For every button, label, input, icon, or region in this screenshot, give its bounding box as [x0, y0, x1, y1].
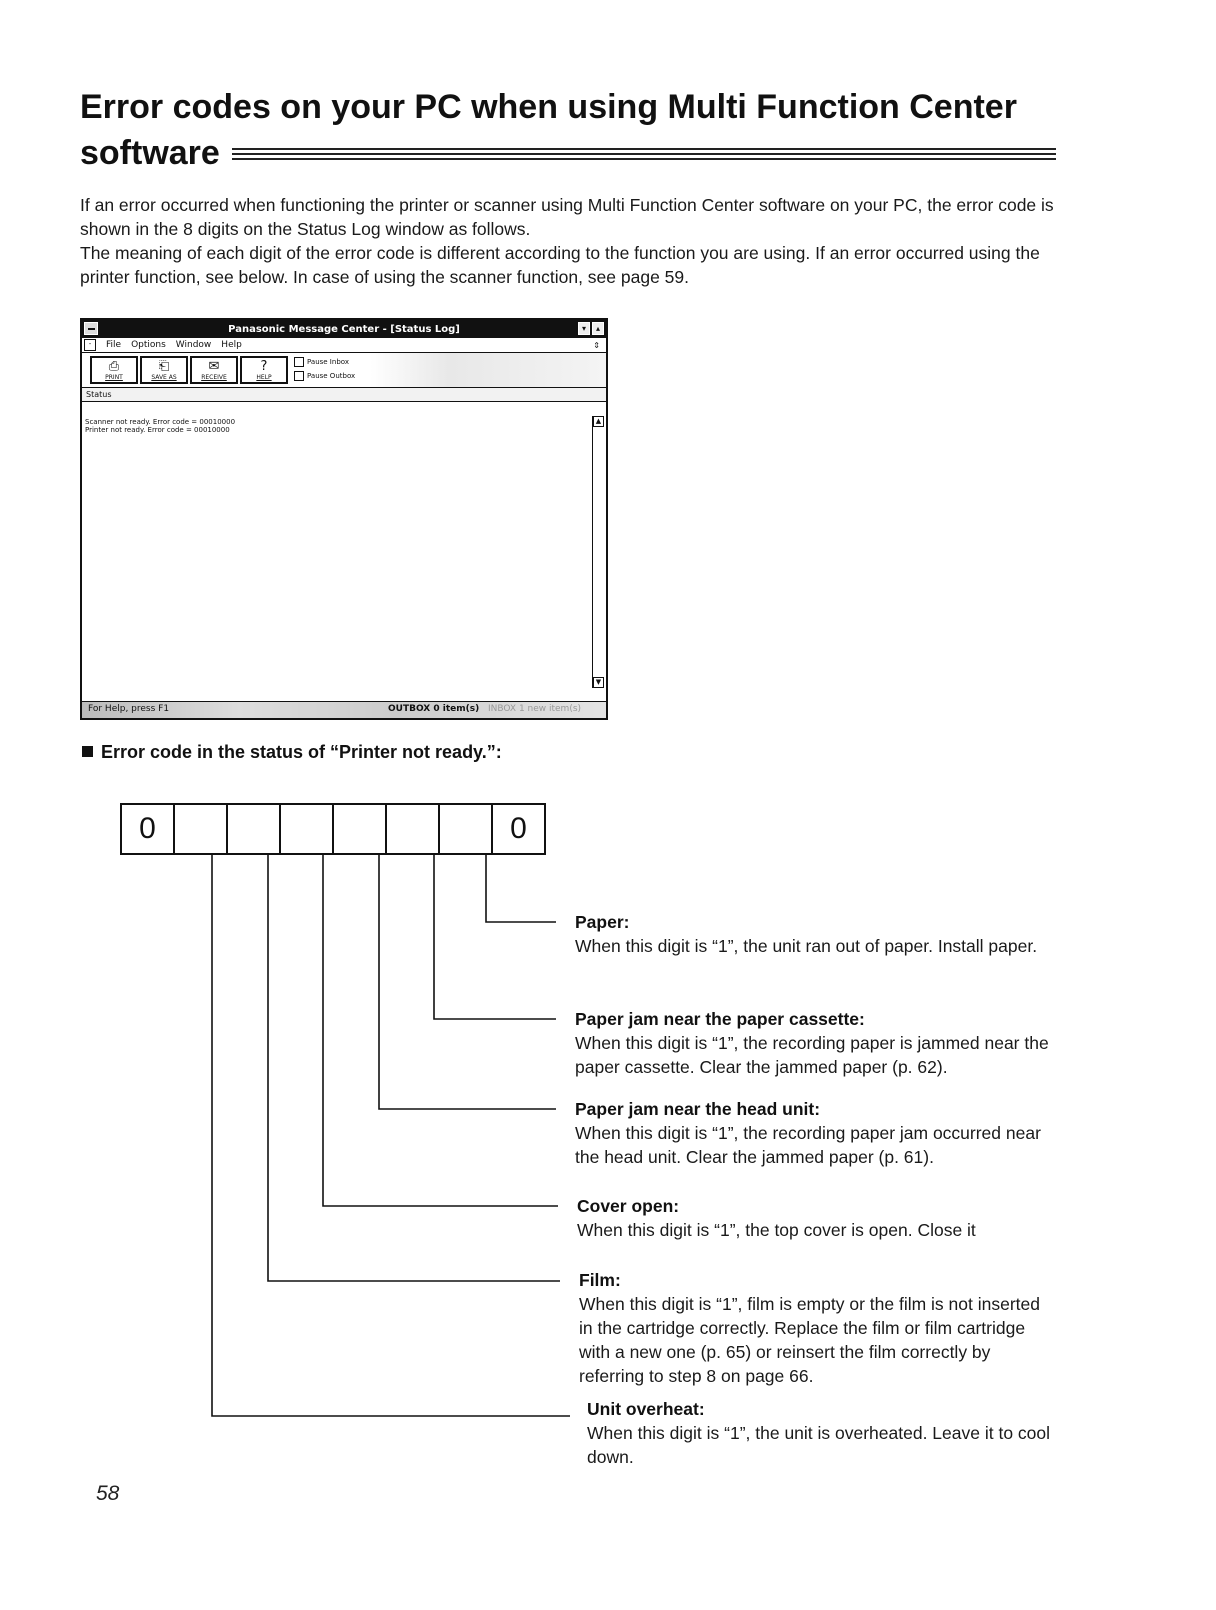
- restore-icon[interactable]: ⇕: [593, 340, 600, 350]
- intro-paragraph-1: If an error occurred when functioning the printer or scanner using Multi Function Center software on your PC, the error code is shown in the 8 digits on the Status Log window as follows.: [80, 195, 1054, 239]
- connector-digit-7: [434, 855, 556, 1019]
- title-rule: [232, 148, 1056, 160]
- desc-paper-jam-cassette: Paper jam near the paper cassette: When this digit is “1”, the recording paper is jammed near the paper cassette. Clear the jammed paper (p. 62).: [575, 1009, 1049, 1077]
- pause-inbox-checkbox[interactable]: Pause Inbox: [294, 357, 349, 367]
- scroll-down-icon[interactable]: ▼: [593, 677, 604, 688]
- page-title: Error codes on your PC when using Multi Function Center software: [80, 88, 1017, 172]
- printer-icon: ⎙: [108, 359, 120, 374]
- intro-paragraph-2: The meaning of each digit of the error code is different according to the function you are using. If an error occurred using the printer function, see below. In case of using the scanner function, see page 59.: [80, 243, 1040, 287]
- log-entry[interactable]: Printer not ready. Error code = 00010000: [85, 426, 230, 434]
- maximize-icon[interactable]: ▴: [592, 322, 604, 335]
- connector-digit-6: [379, 855, 556, 1109]
- vertical-scrollbar[interactable]: [592, 416, 604, 688]
- digit-box-3: [226, 803, 281, 855]
- digit-box-1: 0: [120, 803, 175, 855]
- help-icon: ?: [260, 359, 268, 374]
- window-title: Panasonic Message Center - [Status Log]: [228, 323, 460, 335]
- minimize-icon[interactable]: ▾: [578, 322, 590, 335]
- inbox-count: INBOX 1 new item(s): [488, 704, 582, 714]
- connector-digit-8: [486, 855, 556, 922]
- help-button[interactable]: ? HELP: [240, 356, 288, 384]
- scroll-up-icon[interactable]: ▲: [593, 416, 604, 427]
- menu-help[interactable]: Help: [221, 340, 242, 350]
- section-heading: Error code in the status of “Printer not ready.”:: [82, 742, 502, 763]
- menu-file[interactable]: File: [106, 340, 122, 350]
- status-log-list: [82, 416, 590, 688]
- digit-box-7: [438, 803, 493, 855]
- status-column-header: Status: [82, 388, 606, 402]
- document-menu-icon[interactable]: -: [84, 339, 96, 351]
- menu-bar: [82, 338, 606, 353]
- digit-box-4: [279, 803, 334, 855]
- desc-paper: Paper: When this digit is “1”, the unit ran out of paper. Install paper.: [575, 912, 1038, 956]
- receive-button[interactable]: ✉ RECEIVE: [190, 356, 238, 384]
- menu-options[interactable]: Options: [131, 340, 166, 350]
- desc-unit-overheat: Unit overheat: When this digit is “1”, the unit is overheated. Leave it to cool down.: [587, 1399, 1051, 1467]
- toolbar: [82, 353, 606, 388]
- help-hint: For Help, press F1: [88, 704, 170, 714]
- bullet-icon: [82, 746, 93, 757]
- menu-window[interactable]: Window: [175, 340, 212, 350]
- digit-box-8: 0: [491, 803, 546, 855]
- outbox-count: OUTBOX 0 item(s): [388, 704, 480, 714]
- connector-digit-4: [268, 855, 560, 1281]
- folder-open-icon: ⎗: [158, 359, 170, 374]
- digit-box-2: [173, 803, 228, 855]
- receive-icon: ✉: [208, 359, 220, 374]
- log-entry[interactable]: Scanner not ready. Error code = 00010000: [85, 418, 236, 426]
- window-titlebar: [82, 320, 606, 338]
- system-menu-icon[interactable]: [84, 322, 98, 335]
- digit-box-5: [332, 803, 387, 855]
- print-button[interactable]: ⎙ PRINT: [90, 356, 138, 384]
- page-number: 58: [96, 1482, 120, 1505]
- pause-outbox-checkbox[interactable]: Pause Outbox: [294, 371, 355, 381]
- connector-digit-5: [323, 855, 558, 1206]
- error-code-digits: [120, 803, 546, 855]
- digit-box-6: [385, 803, 440, 855]
- save-as-button[interactable]: ⎗ SAVE AS: [140, 356, 188, 384]
- desc-cover-open: Cover open: When this digit is “1”, the top cover is open. Close it: [577, 1196, 976, 1240]
- desc-film: Film: When this digit is “1”, film is empty or the film is not inserted in the cartridge correctly. Replace the film or film cartridge with a new one (p. 65) or reinsert the film correctly by referring to step 8 on page 66.: [579, 1270, 1040, 1386]
- connector-digit-3: [212, 855, 570, 1416]
- status-log-window: [80, 318, 608, 720]
- status-bar: [82, 701, 606, 718]
- desc-paper-jam-head: Paper jam near the head unit: When this digit is “1”, the recording paper jam occurred near the head unit. Clear the jammed paper (p. 61).: [575, 1099, 1041, 1167]
